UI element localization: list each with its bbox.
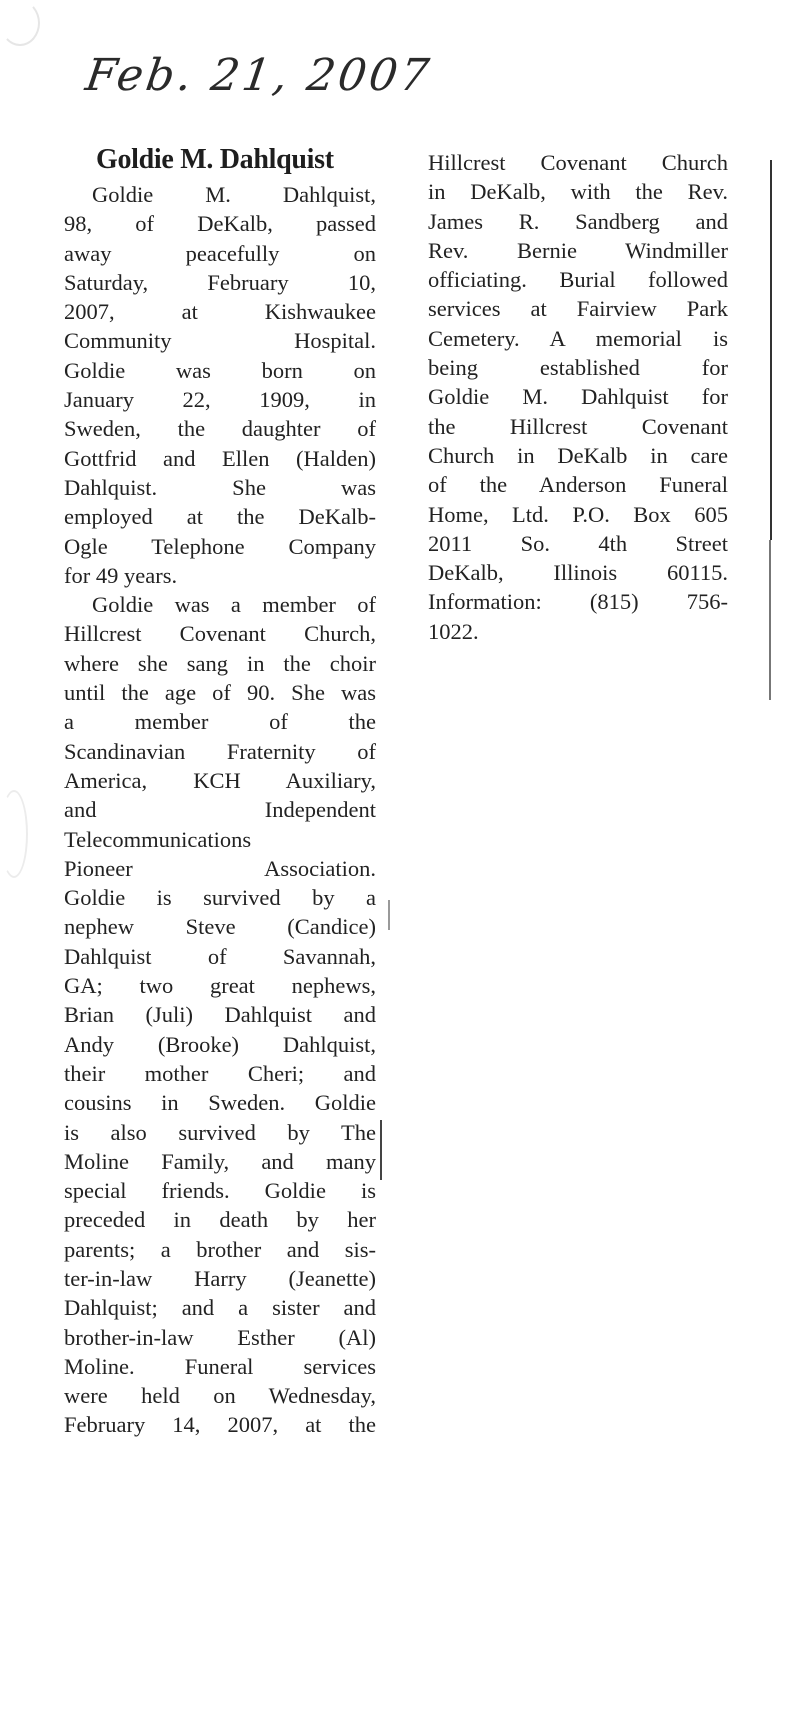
text-line: of the Anderson Funeral [428,472,728,498]
text-line: Ogle Telephone Company [64,533,376,559]
text-line: Gottfrid and Ellen (Halden) [64,445,376,471]
obituary-headline: Goldie M. Dahlquist [96,144,334,175]
text-line: 98, of DeKalb, passed [64,211,376,237]
text-line: were held on Wednesday, [64,1383,376,1409]
text-line: officiating. Burial followed [428,267,728,293]
text-line: a member of the [64,709,376,735]
text-line: in DeKalb, with the Rev. [428,179,728,205]
text-line: for 49 years. [64,562,178,588]
text-line: GA; two great nephews, [64,973,376,999]
text-line: Sweden, the daughter of [64,416,376,442]
punch-hole-mark [0,790,28,878]
column-edge-rule [769,540,771,700]
text-line: Information: (815) 756- [428,589,728,615]
text-line: parents; a brother and sis- [64,1236,376,1262]
text-line: Goldie is survived by a [64,885,376,911]
text-line: Cemetery. A memorial is [428,325,728,351]
text-line: 1022. [428,618,479,644]
text-line: being established for [428,355,728,381]
text-line: Hillcrest Covenant Church, [64,621,376,647]
text-line: Moline. Funeral services [64,1353,376,1379]
text-line: Brian (Juli) Dahlquist and [64,1002,376,1028]
text-line: preceded in death by her [64,1207,376,1233]
obituary-column-left [64,180,376,1440]
text-line: Telecommunications [64,826,252,852]
text-line: January 22, 1909, in [64,387,376,413]
text-line: America, KCH Auxiliary, [64,767,376,793]
text-line: Dahlquist of Savannah, [64,943,376,969]
text-line: nephew Steve (Candice) [64,914,376,940]
text-line: Moline Family, and many [64,1148,376,1174]
text-line: James R. Sandberg and [428,208,728,234]
handwritten-date-text: Feb. 21, 2007 [82,50,435,101]
text-line: away peacefully on [64,240,376,266]
handwritten-date [82,40,435,120]
text-line: cousins in Sweden. Goldie [64,1090,376,1116]
text-line: Scandinavian Fraternity of [64,738,376,764]
text-line: Dahlquist; and a sister and [64,1295,376,1321]
text-line: and Independent [64,797,376,823]
scan-mark [380,1120,382,1180]
text-line: 2011 So. 4th Street [428,530,728,556]
text-line: ter-in-law Harry (Jeanette) [64,1265,376,1291]
text-line: DeKalb, Illinois 60115. [428,560,728,586]
text-line: Church in DeKalb in care [428,442,728,468]
obituary-column-right [428,148,728,646]
text-line: employed at the DeKalb- [64,504,376,530]
text-line: brother-in-law Esther (Al) [64,1324,376,1350]
scan-mark [388,900,390,930]
text-line: their mother Cheri; and [64,1060,376,1086]
text-line: Rev. Bernie Windmiller [428,237,728,263]
text-line: 2007, at Kishwaukee [64,299,376,325]
text-line: special friends. Goldie is [64,1178,376,1204]
text-line: Saturday, February 10, [64,269,376,295]
column-edge-rule [770,160,772,540]
text-line: Goldie was a member of [92,592,376,618]
text-line: Andy (Brooke) Dahlquist, [64,1031,376,1057]
text-line: is also survived by The [64,1119,376,1145]
text-line: Goldie was born on [64,357,376,383]
text-line: the Hillcrest Covenant [428,413,728,439]
text-line: services at Fairview Park [428,296,728,322]
text-line: Home, Ltd. P.O. Box 605 [428,501,728,527]
text-line: where she sang in the choir [64,650,376,676]
text-line: Goldie M. Dahlquist for [428,384,728,410]
punch-hole-mark [0,0,40,46]
text-line: Dahlquist. She was [64,474,376,500]
text-line: Hillcrest Covenant Church [428,150,728,175]
text-line: until the age of 90. She was [64,680,376,706]
text-line: Pioneer Association. [64,855,376,881]
text-line: Goldie M. Dahlquist, [92,182,376,207]
text-line: Community Hospital. [64,328,376,354]
text-line: February 14, 2007, at the [64,1412,376,1438]
